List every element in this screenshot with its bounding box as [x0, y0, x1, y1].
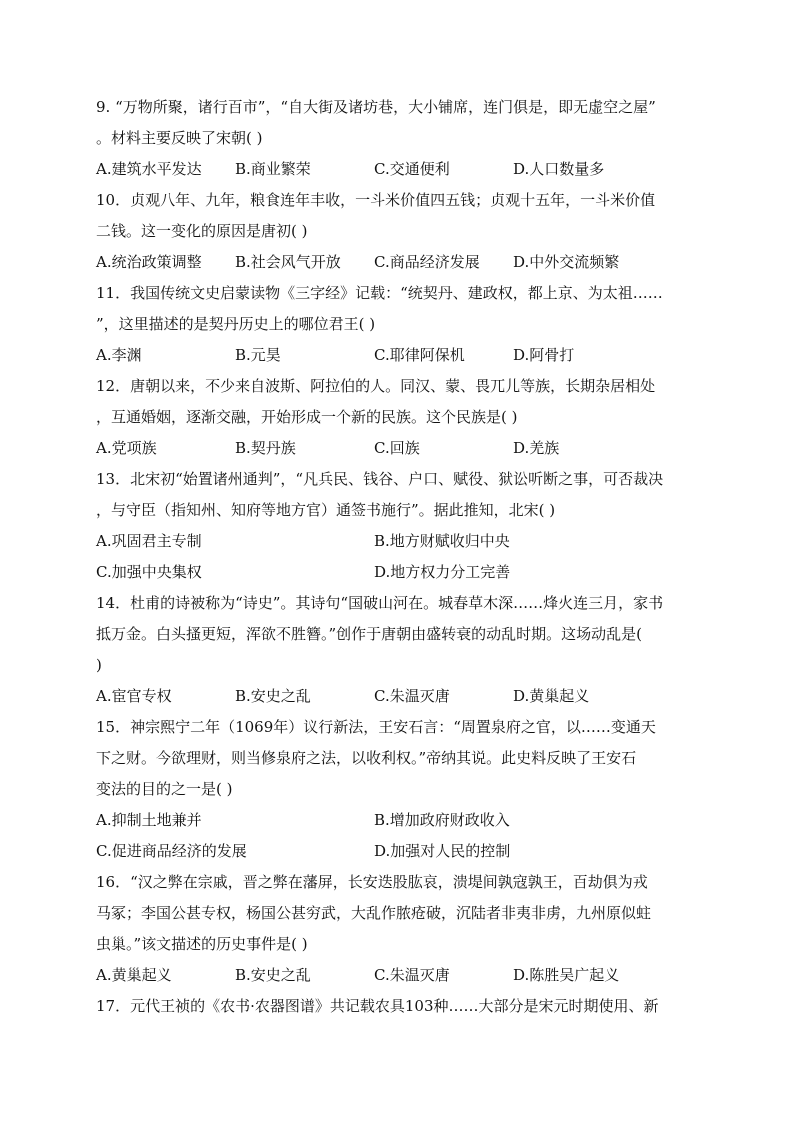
- question-stem-line: 15．神宗熙宁二年（1069年）议行新法，王安石言：“周置泉府之官，以……变通天: [96, 718, 656, 736]
- answer-option: A.抑制土地兼并: [96, 811, 202, 829]
- question-stem-line: 虫巢。”该文描述的历史事件是( ): [96, 935, 308, 953]
- options-row: [96, 681, 704, 712]
- answer-option: C.朱温灭唐: [374, 966, 450, 984]
- answer-option: D.阿骨打: [513, 346, 575, 364]
- question-8: [96, 867, 704, 991]
- question-7: [96, 712, 704, 867]
- question-stem-line: 二钱。这一变化的原因是唐初( ): [96, 222, 308, 240]
- answer-option: B.安史之乱: [235, 966, 311, 984]
- question-stem-line: ，互通婚姻，逐渐交融，开始形成一个新的民族。这个民族是( ): [96, 408, 518, 426]
- answer-option: B.契丹族: [235, 439, 296, 457]
- question-stem-line: 11．我国传统文史启蒙读物《三字经》记载：“统契丹、建政权，都上京、为太祖……: [96, 284, 663, 302]
- question-stem-line: ”，这里描述的是契丹历史上的哪位君王( ): [96, 315, 376, 333]
- answer-option: B.元昊: [235, 346, 281, 364]
- question-stem-line: 9. “万物所聚，诸行百市”，“自大街及诸坊巷，大小铺席，连门俱是，即无虚空之屋”: [96, 98, 656, 116]
- options-row: [96, 340, 704, 371]
- answer-option: A.党项族: [96, 439, 157, 457]
- question-6: [96, 588, 704, 712]
- answer-option: D.中外交流频繁: [513, 253, 620, 271]
- options-row: [96, 247, 704, 278]
- answer-option: A.建筑水平发达: [96, 160, 202, 178]
- question-stem-line: 17．元代王祯的《农书·农器图谱》共记载农具103种……大部分是宋元时期使用、新: [96, 997, 659, 1015]
- answer-option: C.商品经济发展: [374, 253, 480, 271]
- question-4: [96, 371, 704, 464]
- options-row: [96, 960, 704, 991]
- question-stem-line: 16．“汉之弊在宗戚，晋之弊在藩屏，长安迭股肱哀，溃堤间孰寇孰王，百劫俱为戎: [96, 873, 648, 891]
- options-row: [96, 805, 704, 836]
- options-row: [96, 836, 704, 867]
- answer-option: A.李渊: [96, 346, 142, 364]
- question-9: [96, 991, 704, 1022]
- question-2: [96, 185, 704, 278]
- answer-option: C.耶律阿保机: [374, 346, 465, 364]
- options-row: [96, 557, 704, 588]
- answer-option: C.促进商品经济的发展: [96, 842, 247, 860]
- options-row: [96, 433, 704, 464]
- answer-option: A.巩固君主专制: [96, 532, 202, 550]
- question-5: [96, 464, 704, 588]
- answer-option: B.增加政府财政收入: [374, 811, 510, 829]
- answer-option: C.回族: [374, 439, 420, 457]
- question-stem-line: 10．贞观八年、九年，粮食连年丰收，一斗米价值四五钱；贞观十五年，一斗米价值: [96, 191, 656, 209]
- question-1: [96, 92, 704, 185]
- answer-option: A.宦官专权: [96, 687, 172, 705]
- answer-option: A.黄巢起义: [96, 966, 172, 984]
- options-row: [96, 154, 704, 185]
- question-3: [96, 278, 704, 371]
- question-stem-line: 变法的目的之一是( ): [96, 780, 233, 798]
- answer-option: D.黄巢起义: [513, 687, 590, 705]
- answer-option: B.商业繁荣: [235, 160, 311, 178]
- answer-option: D.地方权力分工完善: [374, 563, 511, 581]
- question-stem-line: 马冢；李国公甚专权，杨国公甚穷武，大乱作脓疮破，沉陆者非夷非虏，九州原似蛀: [96, 904, 652, 922]
- answer-option: B.地方财赋收归中央: [374, 532, 510, 550]
- answer-option: C.朱温灭唐: [374, 687, 450, 705]
- question-list: [96, 92, 704, 1022]
- answer-option: C.交通便利: [374, 160, 450, 178]
- question-stem-line: 13．北宋初“始置诸州通判”，“凡兵民、钱谷、户口、赋役、狱讼听断之事，可否裁决: [96, 470, 664, 488]
- question-stem-line: 12．唐朝以来，不少来自波斯、阿拉伯的人。同汉、蒙、畏兀儿等族，长期杂居相处: [96, 377, 656, 395]
- answer-option: B.社会风气开放: [235, 253, 341, 271]
- question-stem-line: 下之财。今欲理财，则当修泉府之法，以收利权。”帝纳其说。此史料反映了王安石: [96, 749, 637, 767]
- question-stem-line: ，与守臣（指知州、知府等地方官）通签书施行”。据此推知，北宋( ): [96, 501, 556, 519]
- answer-option: D.陈胜吴广起义: [513, 966, 620, 984]
- answer-option: B.安史之乱: [235, 687, 311, 705]
- question-stem-line: 。材料主要反映了宋朝( ): [96, 129, 263, 147]
- question-stem-line: ): [96, 656, 102, 674]
- options-row: [96, 526, 704, 557]
- answer-option: D.羌族: [513, 439, 560, 457]
- question-stem-line: 抵万金。白头搔更短，浑欲不胜簪。”创作于唐朝由盛转衰的动乱时期。这场动乱是(: [96, 625, 643, 643]
- question-stem-line: 14．杜甫的诗被称为“诗史”。其诗句“国破山河在。城春草木深……烽火连三月，家书: [96, 594, 664, 612]
- answer-option: D.加强对人民的控制: [374, 842, 511, 860]
- answer-option: A.统治政策调整: [96, 253, 202, 271]
- answer-option: D.人口数量多: [513, 160, 605, 178]
- answer-option: C.加强中央集权: [96, 563, 202, 581]
